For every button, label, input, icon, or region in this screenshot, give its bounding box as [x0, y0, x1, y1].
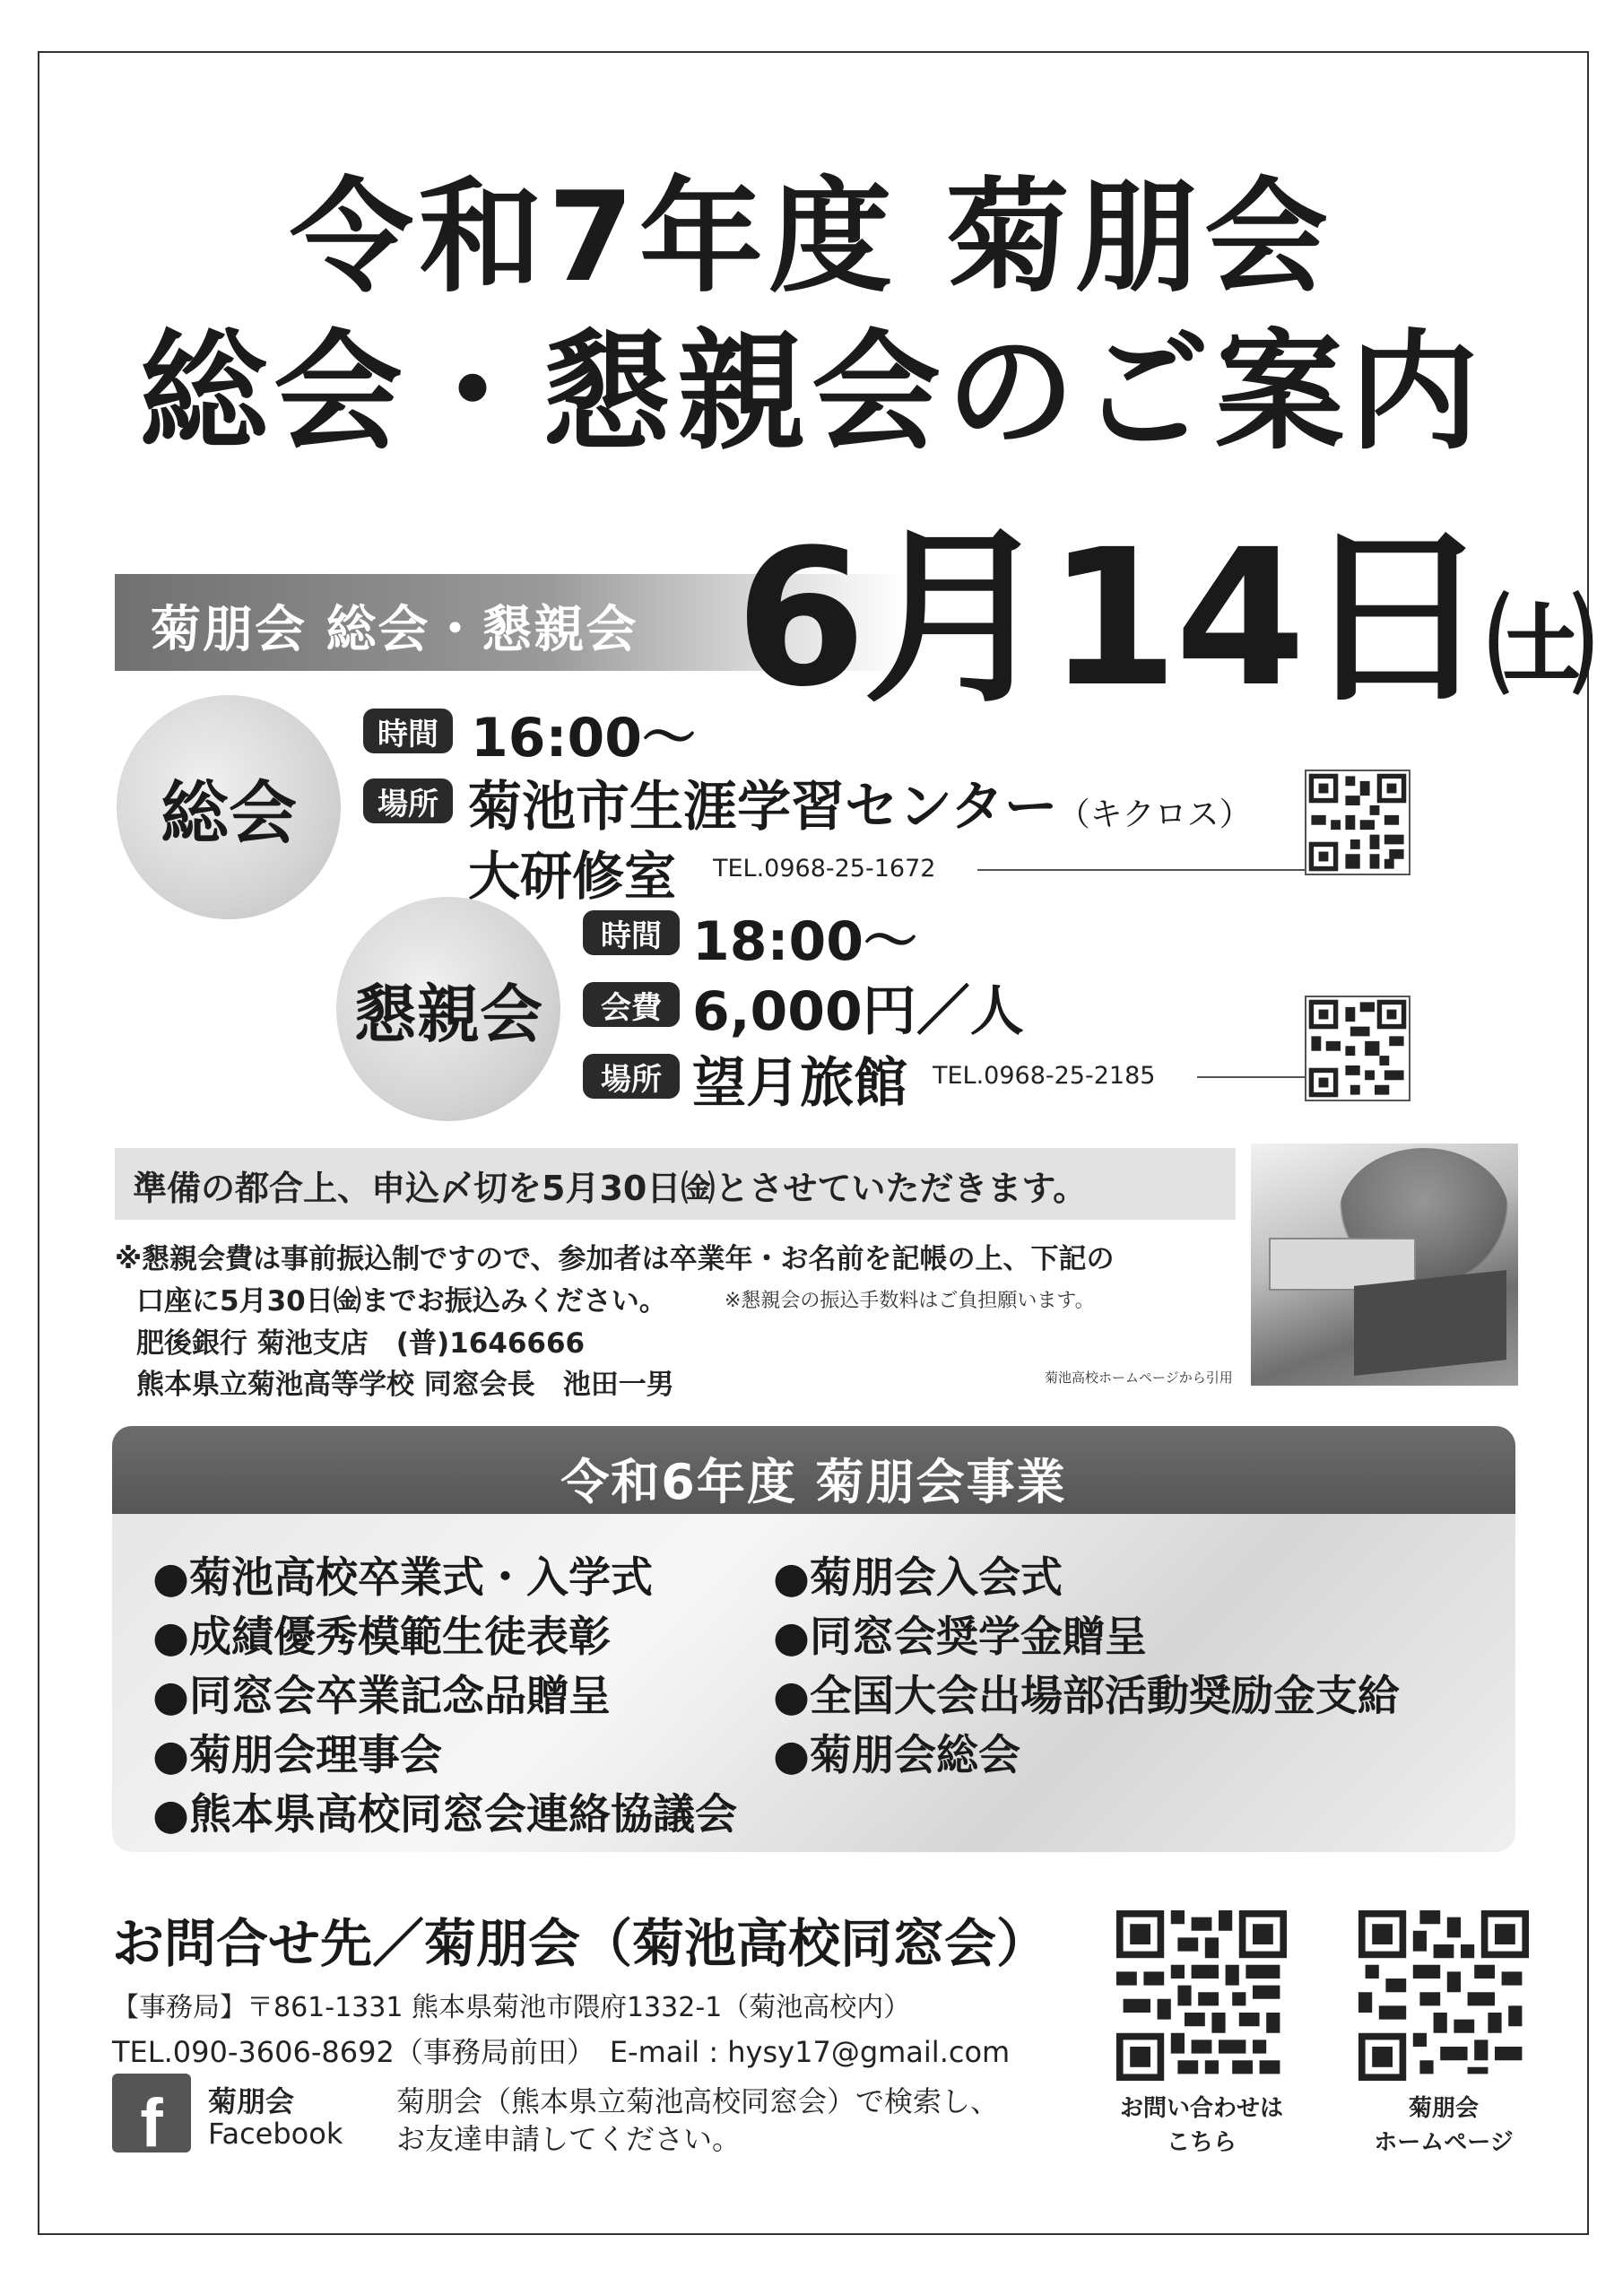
office-address: 【事務局】〒861-1331 熊本県菊池市隈府1332-1（菊池高校内） — [112, 1992, 911, 2023]
bank-account: 肥後銀行 菊池支店 (普)1646666 — [136, 1327, 586, 1360]
venue-name: 菊池市生涯学習センター — [468, 776, 1058, 839]
project-item: ●同窓会奨学金贈呈 — [773, 1613, 1148, 1662]
qr-caption-line: ホームページ — [1374, 2129, 1514, 2156]
date-text: 6月14日 — [735, 509, 1488, 728]
time-tag: 時間 — [583, 910, 680, 955]
tel-email[interactable]: TEL.090-3606-8692（事務局前田） E-mail : hysy17@gmail.com — [112, 2035, 1011, 2069]
general-meeting-badge: 総会 — [117, 695, 341, 919]
project-item: ●同窓会卒業記念品贈呈 — [152, 1672, 612, 1721]
project-item: ●熊本県高校同窓会連絡協議会 — [152, 1790, 738, 1839]
monument-stone — [1354, 1270, 1506, 1376]
fee-tag: 会費 — [583, 982, 680, 1027]
deadline-text: 準備の都合上、申込〆切を5月30日㈮とさせていただきます。 — [133, 1169, 1088, 1208]
project-item: ●菊朋会入会式 — [773, 1553, 1063, 1603]
social-badge: 懇親会 — [336, 897, 560, 1121]
social-time: 18:00～ — [692, 910, 917, 973]
contact-title: お問合せ先／菊朋会（菊池高校同窓会） — [112, 1913, 1049, 1974]
qr-code-contact[interactable] — [1116, 1910, 1287, 2081]
fb-instruction: 菊朋会（熊本県立菊池高校同窓会）で検索し、 — [396, 2084, 1000, 2118]
general-venue — [468, 764, 1252, 841]
social-fee: 6,000円／人 — [692, 980, 1024, 1043]
facebook-icon[interactable]: f — [112, 2074, 191, 2152]
qr-caption-contact — [1112, 2092, 1291, 2160]
place-tag: 場所 — [363, 778, 453, 823]
page-subtitle: 総会・懇親会のご案内 — [138, 317, 1484, 467]
project-item: ●菊池高校卒業式・入学式 — [152, 1553, 654, 1603]
deadline-bar — [115, 1148, 1236, 1220]
qr-code[interactable] — [1305, 996, 1410, 1101]
photo-caption: 菊池高校ホームページから引用 — [1045, 1370, 1233, 1386]
event-date — [735, 509, 1595, 746]
qr-icon — [1358, 1910, 1529, 2081]
fb-label: Facebook — [208, 2117, 343, 2151]
fb-name: 菊朋会 — [208, 2084, 295, 2118]
fb-instruction-2: お友達申請してください。 — [396, 2122, 742, 2156]
qr-icon — [1306, 997, 1409, 1100]
social-venue: 望月旅館 — [692, 1052, 907, 1115]
qr-caption-line: こちら — [1166, 2129, 1237, 2156]
payment-note-2: 口座に5月30日㈮までお振込みください。 — [136, 1285, 667, 1318]
qr-code-homepage[interactable] — [1358, 1910, 1529, 2081]
project-item: ●菊朋会理事会 — [152, 1731, 443, 1780]
project-item: ●菊朋会総会 — [773, 1731, 1021, 1780]
fee-note: ※懇親会の振込手数料はご負担願います。 — [725, 1290, 1095, 1312]
page-title: 令和7年度 菊朋会 — [289, 165, 1334, 309]
qr-code[interactable] — [1305, 770, 1410, 875]
school-photo — [1251, 1144, 1518, 1386]
projects-title: 令和6年度 菊朋会事業 — [560, 1454, 1067, 1510]
leader-line — [1197, 1076, 1307, 1078]
general-time: 16:00～ — [471, 707, 696, 770]
time-tag: 時間 — [363, 709, 453, 753]
banner-label: 菊朋会 総会・懇親会 — [151, 601, 638, 659]
general-tel: TEL.0968-25-1672 — [713, 855, 936, 883]
projects-header — [112, 1426, 1515, 1514]
account-holder: 熊本県立菊池高等学校 同窓会長 池田一男 — [136, 1369, 674, 1401]
general-room: 大研修室 — [468, 846, 677, 907]
qr-icon — [1116, 1910, 1287, 2081]
leader-line — [977, 869, 1307, 871]
project-item: ●全国大会出場部活動奨励金支給 — [773, 1672, 1401, 1721]
qr-icon — [1306, 771, 1409, 874]
payment-note-1: ※懇親会費は事前振込制ですので、参加者は卒業年・お名前を記帳の上、下記の — [115, 1243, 1115, 1275]
qr-caption-homepage — [1354, 2092, 1533, 2160]
qr-caption-line: お問い合わせは — [1119, 2095, 1283, 2122]
place-tag: 場所 — [583, 1054, 680, 1099]
project-item: ●成績優秀模範生徒表彰 — [152, 1613, 612, 1662]
venue-sub: （キクロス） — [1057, 796, 1252, 833]
weekday: ㈯ — [1487, 585, 1595, 709]
social-tel: TEL.0968-25-2185 — [933, 1062, 1156, 1090]
qr-caption-line: 菊朋会 — [1408, 2095, 1479, 2122]
